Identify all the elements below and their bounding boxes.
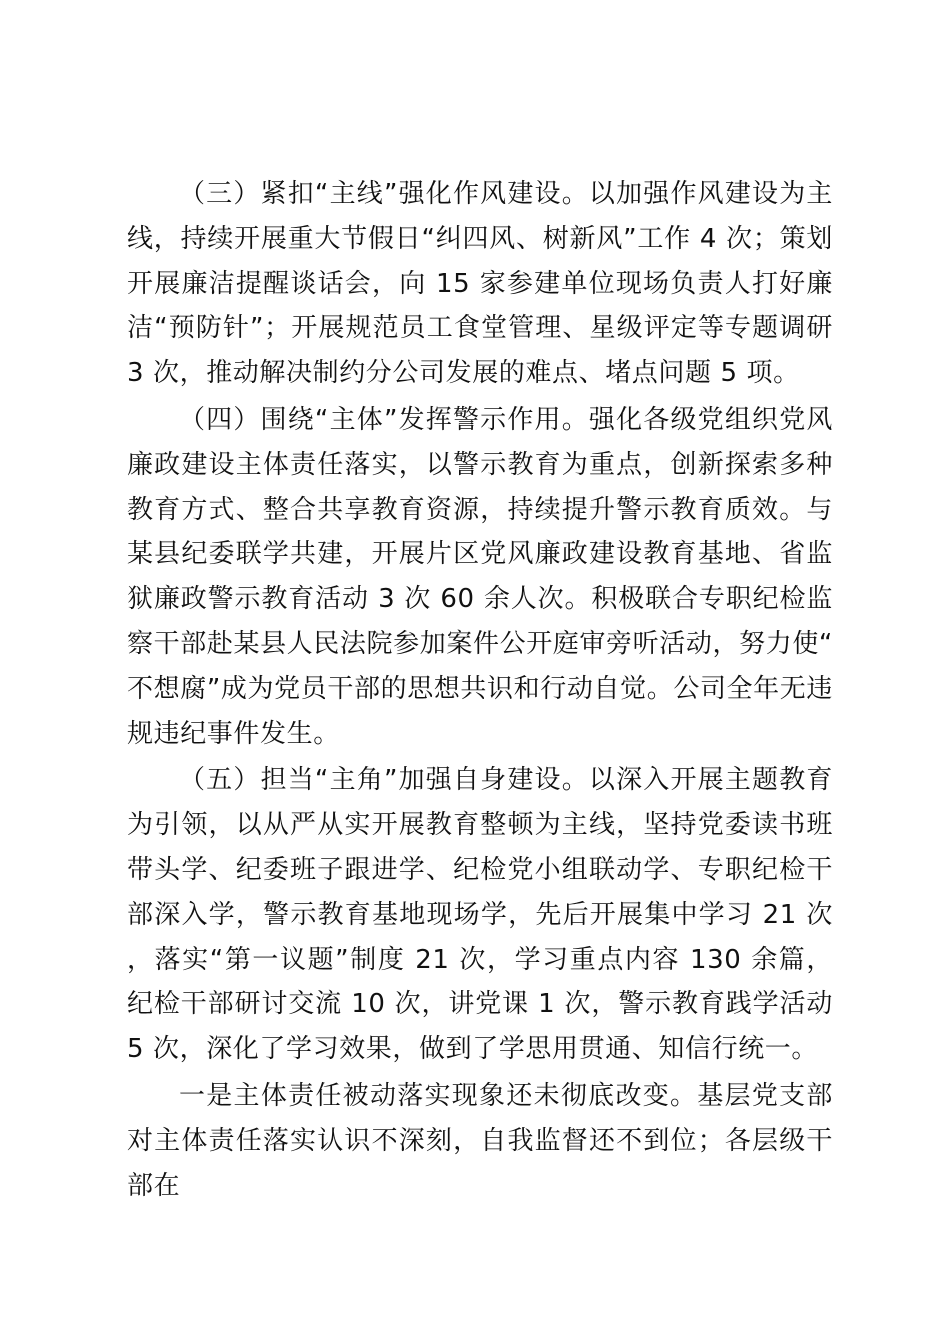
paragraph-section-4: （四）围绕“主体”发挥警示作用。强化各级党组织党风廉政建设主体责任落实，以警示教育为重点，创新探索多种教育方式、整合共享教育资源，持续提升警示教育质效。与某县纪委联学共建，开展片区党风廉政建设教育基地、省监狱廉政警示教育活动 3 次 60 余人次。积极联合专职纪检监察干部赴某县人民法院参加案件公开庭审旁听活动，努力使“不想腐”成为党员干部的思想共识和行动自觉。公司全年无违规违纪事件发生。 — [127, 404, 833, 749]
paragraph-problem-1: 一是主体责任被动落实现象还未彻底改变。基层党支部对主体责任落实认识不深刻，自我监督还不到位；各层级干部在 — [127, 1080, 833, 1201]
document-body — [127, 172, 833, 1208]
paragraph-section-5: （五）担当“主角”加强自身建设。以深入开展主题教育为引领，以从严从实开展教育整顿为主线，坚持党委读书班带头学、纪委班子跟进学、纪检党小组联动学、专职纪检干部深入学，警示教育基地现场学，先后开展集中学习 21 次，落实“第一议题”制度 21 次，学习重点内容 130 余篇，纪检干部研讨交流 10 次，讲党课 1 次，警示教育践学活动 5 次，深化了学习效果，做到了学思用贯通、知信行统一。 — [127, 765, 833, 1065]
paragraph-section-3: （三）紧扣“主线”强化作风建设。以加强作风建设为主线，持续开展重大节假日“纠四风、树新风”工作 4 次；策划开展廉洁提醒谈话会，向 15 家参建单位现场负责人打好廉洁“预防针”；开展规范员工食堂管理、星级评定等专题调研 3 次，推动解决制约分公司发展的难点、堵点问题 5 项。 — [127, 179, 833, 389]
